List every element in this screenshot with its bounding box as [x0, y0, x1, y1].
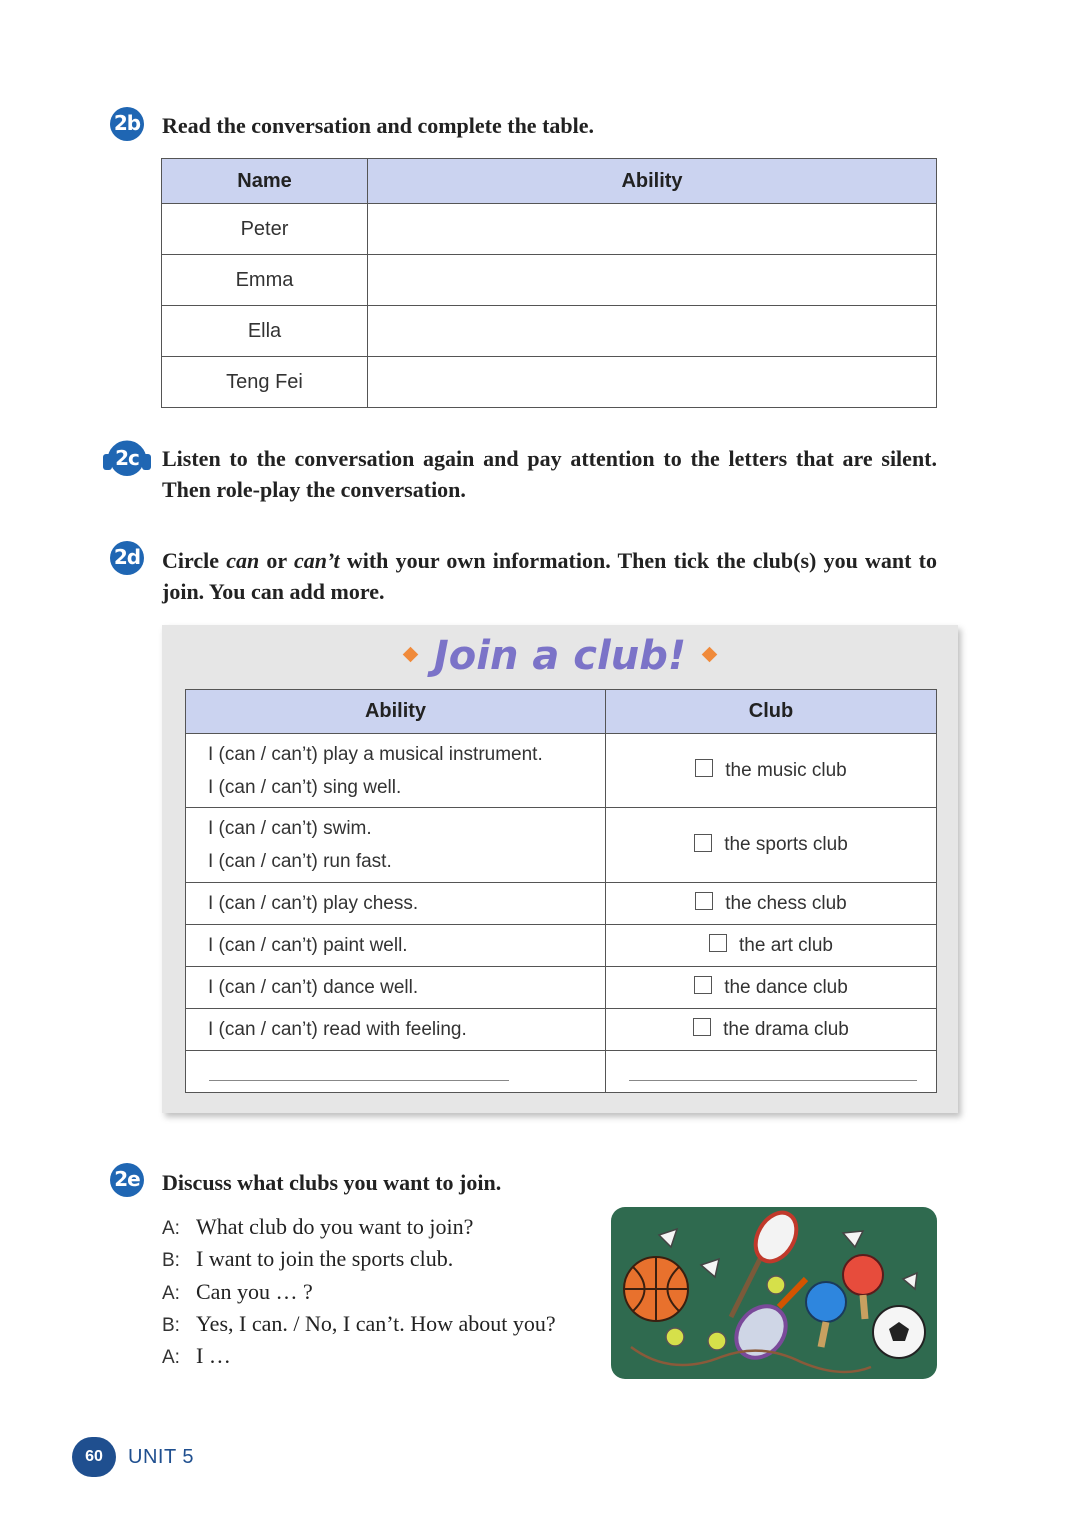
blank-ability-cell — [186, 1051, 606, 1093]
speaker: A: — [162, 1347, 180, 1368]
sports-equipment-illustration — [611, 1207, 937, 1379]
ability-cell — [186, 808, 606, 883]
speaker: B: — [162, 1250, 180, 1271]
ability-cell[interactable]: I (can / can’t) dance well. — [186, 967, 606, 1009]
section-badge-2b: 2b — [110, 107, 144, 141]
unit-label: UNIT 5 — [128, 1446, 194, 1468]
line-text: Can you … ? — [196, 1279, 313, 1304]
page-number: 60 — [72, 1437, 116, 1477]
checkbox[interactable] — [695, 759, 713, 777]
name-cell: Teng Fei — [162, 357, 368, 408]
dialogue-line — [162, 1343, 231, 1369]
club-label: the drama club — [723, 1018, 849, 1040]
club-table — [185, 689, 937, 1093]
instr-text: Circle — [162, 548, 227, 573]
table-row — [186, 734, 937, 808]
ability-table — [161, 158, 937, 408]
ability-line[interactable]: I (can / can’t) sing well. — [208, 776, 402, 798]
ability-cell[interactable]: I (can / can’t) paint well. — [186, 925, 606, 967]
header-name: Name — [162, 159, 368, 204]
table-row — [162, 357, 937, 408]
ability-cell[interactable]: I (can / can’t) read with feeling. — [186, 1009, 606, 1051]
club-cell — [606, 1009, 937, 1051]
club-cell — [606, 967, 937, 1009]
club-label: the chess club — [725, 892, 847, 914]
checkbox[interactable] — [709, 934, 727, 952]
dialogue-line — [162, 1311, 556, 1337]
diamond-icon — [403, 646, 419, 662]
speaker: A: — [162, 1218, 180, 1239]
club-label: the sports club — [724, 834, 848, 855]
club-label: the music club — [725, 759, 847, 781]
table-header-row — [186, 690, 937, 734]
dialogue-line — [162, 1279, 313, 1305]
club-cell — [606, 925, 937, 967]
diamond-icon — [702, 646, 718, 662]
ability-line[interactable]: I (can / can’t) swim. — [208, 818, 372, 839]
line-text: I want to join the sports club. — [196, 1246, 454, 1271]
ability-cell[interactable]: I (can / can’t) play chess. — [186, 883, 606, 925]
instruction-2b: Read the conversation and complete the table. — [162, 113, 595, 138]
name-cell: Ella — [162, 306, 368, 357]
ability-line[interactable]: I (can / can’t) play a musical instrument. — [208, 743, 543, 765]
instr-text: or — [259, 548, 295, 573]
ability-line[interactable]: I (can / can’t) run fast. — [208, 851, 392, 872]
header-ability: Ability — [186, 690, 606, 734]
line-text: What club do you want to join? — [196, 1214, 474, 1239]
name-cell: Peter — [162, 204, 368, 255]
table-row — [162, 306, 937, 357]
instruction-2c: Listen to the conversation again and pay attention to the letters that are silent. Then role-play the conversation. — [162, 446, 937, 502]
checkbox[interactable] — [693, 1018, 711, 1036]
dialogue-line — [162, 1246, 453, 1272]
table-row — [186, 967, 937, 1009]
table-row — [162, 255, 937, 306]
club-cell — [606, 734, 937, 808]
instr-text: with your own information. Then tick the club(s) you want to join. You can add more. — [162, 548, 937, 604]
instruction-2d — [162, 545, 937, 607]
section-badge-2e: 2e — [110, 1163, 144, 1197]
header-ability: Ability — [368, 159, 937, 204]
speaker: A: — [162, 1283, 180, 1304]
ability-cell — [186, 734, 606, 808]
speaker: B: — [162, 1315, 180, 1336]
header-club: Club — [606, 690, 937, 734]
name-cell: Emma — [162, 255, 368, 306]
title-text: Join a club! — [433, 633, 687, 679]
ability-blank-cell[interactable] — [368, 357, 937, 408]
checkbox[interactable] — [695, 892, 713, 910]
write-line[interactable] — [629, 1079, 917, 1081]
ability-blank-cell[interactable] — [368, 306, 937, 357]
dialogue-line — [162, 1214, 473, 1240]
instr-can: can — [226, 548, 260, 573]
blank-club-cell — [606, 1051, 937, 1093]
checkbox[interactable] — [694, 976, 712, 994]
table-row — [162, 204, 937, 255]
instruction-2e: Discuss what clubs you want to join. — [162, 1170, 502, 1195]
table-row — [186, 1051, 937, 1093]
table-row — [186, 1009, 937, 1051]
write-line[interactable] — [209, 1079, 509, 1081]
table-header-row — [162, 159, 937, 204]
club-cell — [606, 883, 937, 925]
section-badge-2c: 2c — [110, 442, 144, 476]
table-row — [186, 883, 937, 925]
table-row — [186, 808, 937, 883]
instr-cant: can’t — [294, 548, 340, 573]
section-badge-2d: 2d — [110, 541, 144, 575]
checkbox[interactable] — [694, 834, 712, 852]
line-text: I … — [196, 1343, 231, 1368]
table-row — [186, 925, 937, 967]
join-club-title — [0, 633, 1080, 679]
club-cell — [606, 808, 937, 883]
line-text: Yes, I can. / No, I can’t. How about you? — [196, 1311, 556, 1336]
club-label: the art club — [739, 934, 833, 956]
ability-blank-cell[interactable] — [368, 204, 937, 255]
club-label: the dance club — [724, 976, 848, 998]
ability-blank-cell[interactable] — [368, 255, 937, 306]
